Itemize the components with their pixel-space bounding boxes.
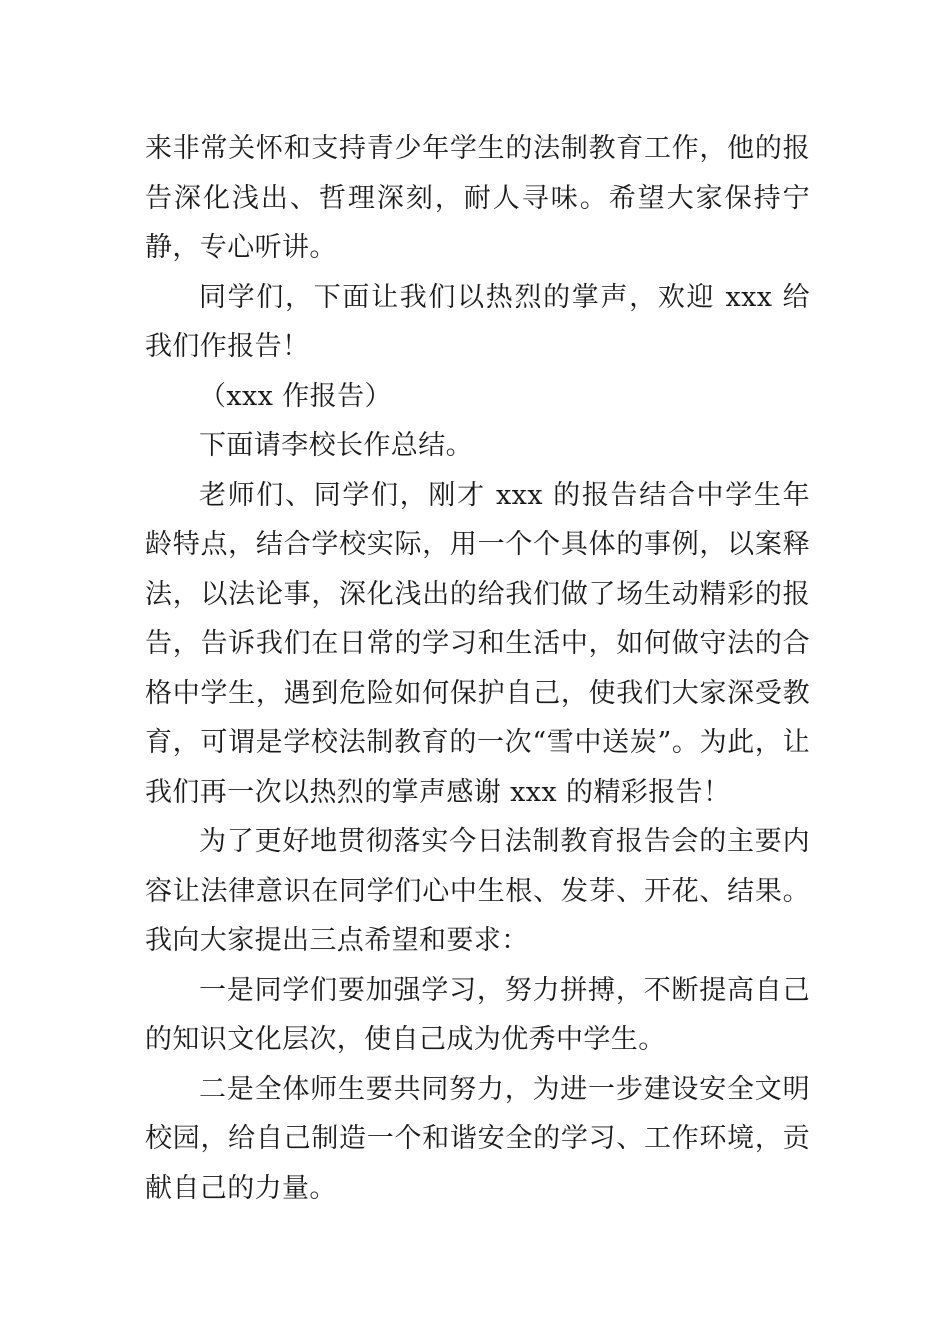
paragraph-7: 一是同学们要加强学习，努力拼搏，不断提高自己的知识文化层次，使自己成为优秀中学生。 xyxy=(145,974,810,1055)
document-body xyxy=(145,124,810,1213)
paragraph-5: 老师们、同学们，刚才 xxx 的报告结合中学生年龄特点，结合学校实际，用一个个具体的事例，以案释法，以法论事，深化浅出的给我们做了场生动精彩的报告，告诉我们在日常的学习和生活中，如何做守法的合格中学生，遇到危险如何保护自己，使我们大家深受教育，可谓是学校法制教育的一次“雪中送炭”。为此，让我们再一次以热烈的掌声感谢 xxx 的精彩报告！ xyxy=(145,479,810,808)
paragraph-4: 下面请李校长作总结。 xyxy=(199,430,473,461)
paragraph-2: 同学们，下面让我们以热烈的掌声，欢迎 xxx 给我们作报告！ xyxy=(145,281,810,362)
paragraph-8: 二是全体师生要共同努力，为进一步建设安全文明校园，给自己制造一个和谐安全的学习、工作环境，贡献自己的力量。 xyxy=(145,1073,810,1204)
paragraph-1: 来非常关怀和支持青少年学生的法制教育工作，他的报告深化浅出、哲理深刻，耐人寻味。希望大家保持宁静，专心听讲。 xyxy=(145,133,810,263)
paragraph-6: 为了更好地贯彻落实今日法制教育报告会的主要内容让法律意识在同学们心中生根、发芽、开花、结果。我向大家提出三点希望和要求： xyxy=(145,826,810,956)
paragraph-3: （xxx 作报告） xyxy=(199,380,392,412)
